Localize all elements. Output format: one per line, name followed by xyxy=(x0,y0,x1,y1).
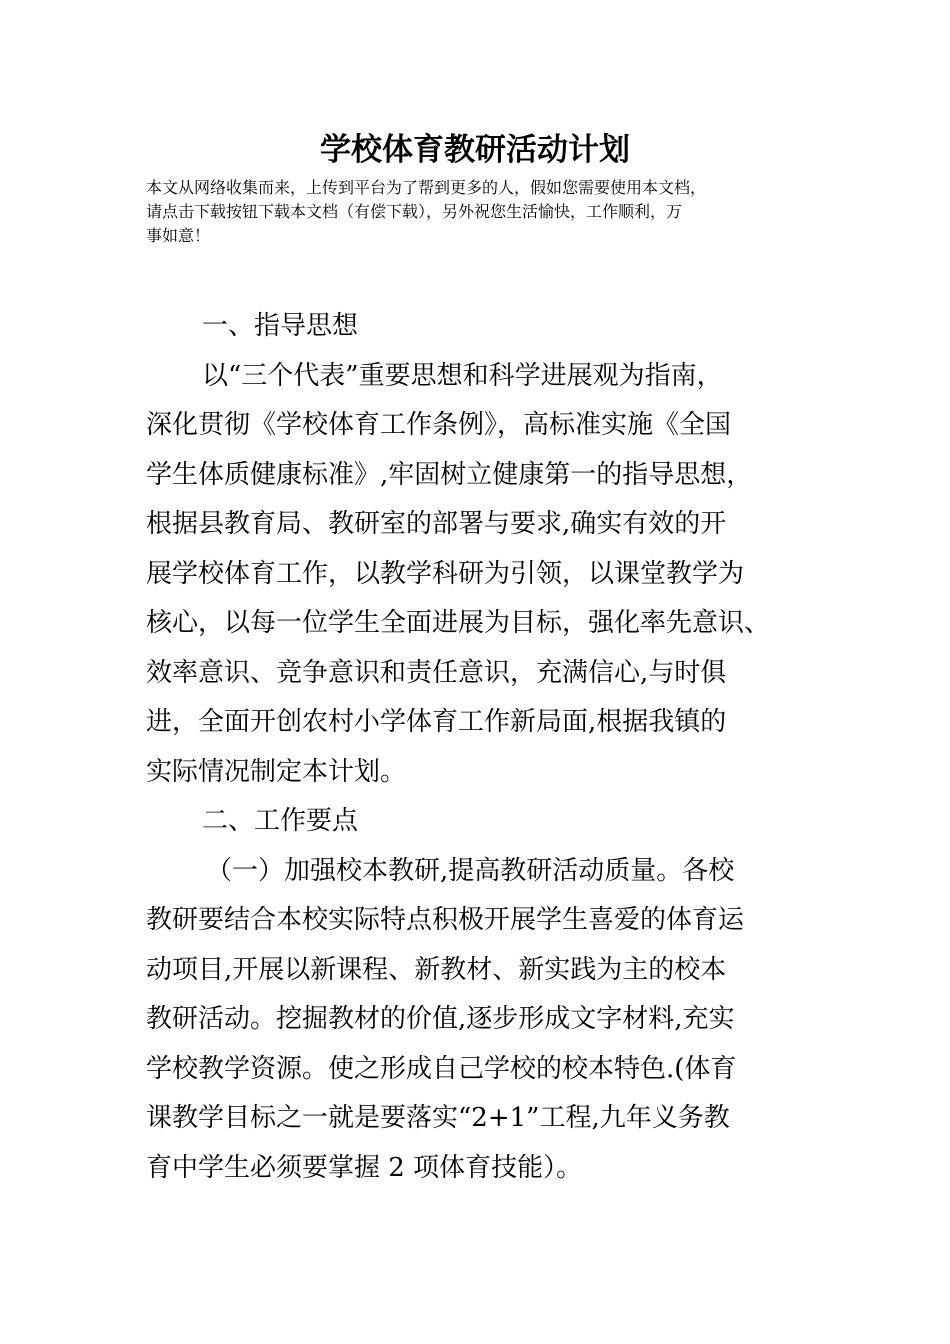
paragraph-line: 展学校体育工作，以教学科研为引领，以课堂教学为 xyxy=(146,558,745,589)
paragraph-line: 课教学目标之一就是要落实“2+1”工程,九年义务教 xyxy=(146,1103,730,1133)
document-body xyxy=(146,302,836,1193)
section-heading-guiding-ideology: 一、指导思想 xyxy=(202,311,359,341)
notice-line: 请点击下载按钮下载本文档（有偿下载），另外祝您生活愉快，工作顺利，万 xyxy=(146,202,683,221)
paragraph-line: 效率意识、竞争意识和责任意识，充满信心,与时俱 xyxy=(146,657,727,688)
paragraph-line: 进，全面开创农村小学体育工作新局面,根据我镇的 xyxy=(146,707,727,737)
paragraph-line: 核心，以每一位学生全面进展为目标，强化率先意识、 xyxy=(146,608,771,638)
section-heading-work-points: 二、工作要点 xyxy=(202,806,359,836)
paragraph-line: 动项目,开展以新课程、新教材、新实践为主的校本 xyxy=(146,954,727,985)
notice-line: 本文从网络收集而来，上传到平台为了帮到更多的人，假如您需要使用本文档， xyxy=(146,178,707,197)
paragraph-line: 深化贯彻《学校体育工作条例》，高标准实施《全国 xyxy=(146,410,732,440)
notice-line: 事如意！ xyxy=(146,226,211,245)
paragraph-line: 教研要结合本校实际特点积极开展学生喜爱的体育运 xyxy=(146,905,745,935)
document-title: 学校体育教研活动计划 xyxy=(320,132,630,168)
paragraph-line: 根据县教育局、教研室的部署与要求,确实有效的开 xyxy=(146,509,727,539)
paragraph-line: 育中学生必须要掌握 2 项体育技能）。 xyxy=(146,1152,583,1183)
paragraph-line: 以“三个代表”重要思想和科学进展观为指南， xyxy=(202,360,723,391)
paragraph-line: （一）加强校本教研,提高教研活动质量。各校 xyxy=(206,855,735,886)
paragraph-line: 学生体质健康标准》,牢固树立健康第一的指导思想， xyxy=(146,459,753,490)
paragraph-line: 教研活动。挖掘教材的价值,逐步形成文字材料,充实 xyxy=(146,1004,735,1034)
paragraph-line: 学校教学资源。使之形成自己学校的校本特色.(体育 xyxy=(146,1053,737,1084)
paragraph-line: 实际情况制定本计划。 xyxy=(146,756,407,787)
download-notice xyxy=(146,176,826,248)
